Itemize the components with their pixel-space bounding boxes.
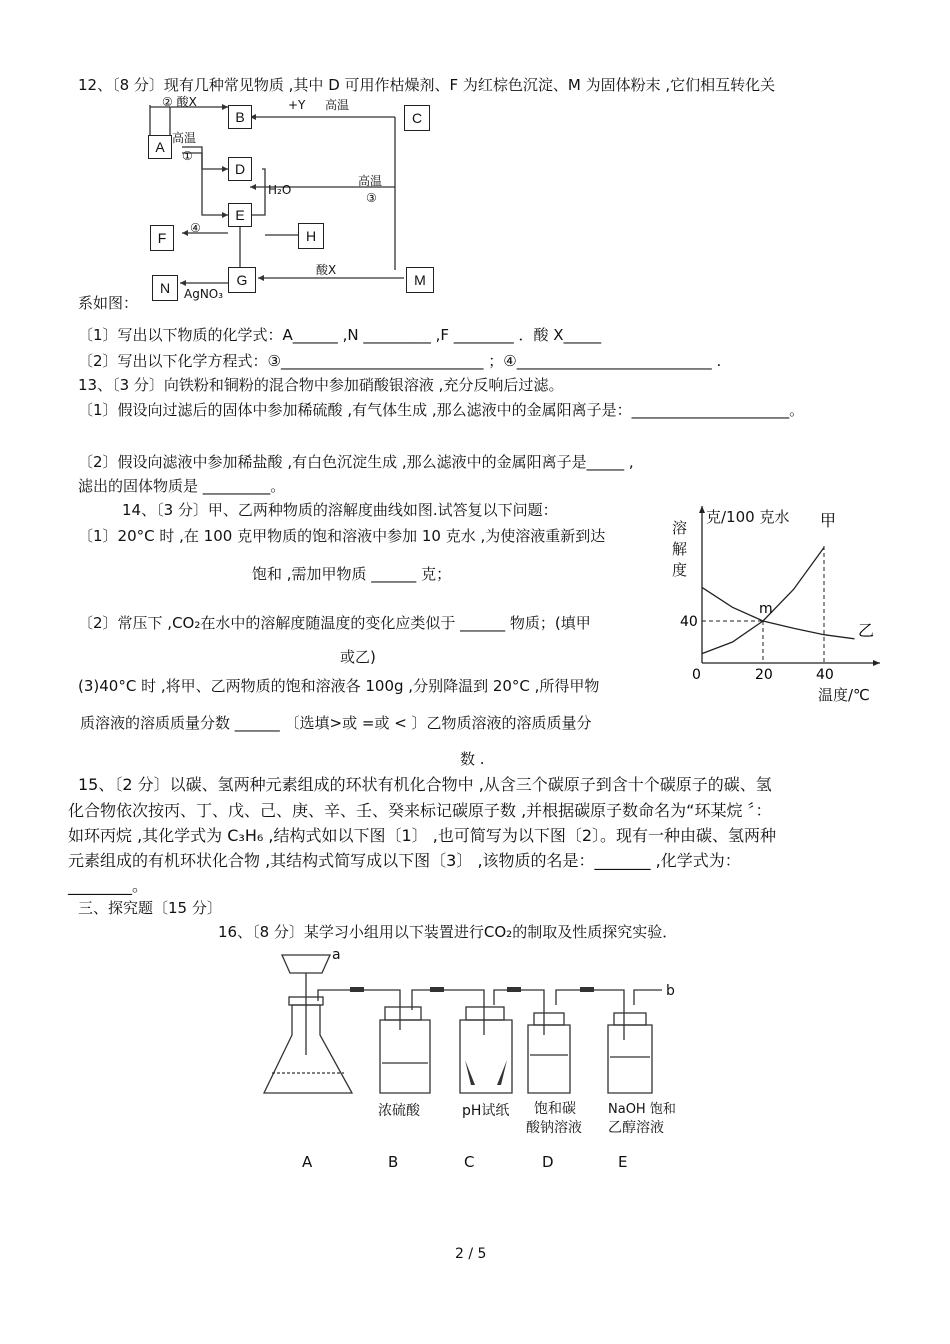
q13-sub1: 〔1〕假设向过滤后的固体中参加稀硫酸 ,有气体生成 ,那么滤液中的金属阳离子是：_____________________。 [78,401,805,419]
q13-sub2: 〔2〕假设向滤液中参加稀盐酸 ,有白色沉淀生成 ,那么滤液中的金属阳离子是_____ , [78,453,634,471]
series-line-2 [702,587,855,638]
node-c: C [404,105,430,131]
x-tick-40: 40 [816,667,834,683]
q12-stem-cont: 系如图： [78,294,139,312]
node-a: A [148,135,172,159]
label-acid-x-bottom: 酸X [316,263,337,277]
node-b: B [228,105,252,129]
label-circle-1: ① [182,149,193,163]
label-acid-x-top: ② 酸X [162,95,197,109]
label-agno3: AgNO₃ [184,287,224,301]
q14-sub1-cont: 饱和 ,需加甲物质 ______ 克； [252,565,452,583]
node-e: E [228,203,252,227]
reagent-e-line2: 乙醇溶液 [608,1120,664,1136]
q15-line-3: 如环丙烷 ,其化学式为 C₃H₆ ,结构式如以下图〔1〕 ,也可简写为以下图〔2〕。现有一种由碳、氢两种 [68,826,776,845]
label-a: a [332,947,341,963]
q12-sub1: 〔1〕写出以下物质的化学式：A______ ,N _________ ,F ________ ．酸 X_____ [78,326,602,344]
q13-sub2-cont: 滤出的固体物质是 _________。 [78,477,286,495]
q15-line-5: ________。 [68,876,149,895]
section-3-title: 三、探究题〔15 分〕 [78,899,222,917]
q12-sub2: 〔2〕写出以下化学方程式：③___________________________ ；④__________________________ . [78,352,722,370]
reagent-d-line2: 酸钠溶液 [526,1120,582,1136]
x-tick-0: 0 [692,667,701,683]
label-h2o: H₂O [268,183,292,197]
point-m-label: m [759,601,773,617]
letter-c: C [464,1153,475,1171]
q14-sub3-cont: 质溶液的溶质质量分数 ______ 〔选填>或 =或 < 〕乙物质溶液的溶质质量分 [80,714,592,732]
label-high-temp-top: 高温 [325,98,350,112]
q12-diagram [140,95,450,305]
node-g: G [228,267,256,293]
letter-b: B [388,1153,399,1171]
label-plus-y: +Y [288,98,306,112]
y-axis-label: 溶解度 [672,519,688,579]
q16-stem: 16、〔8 分〕某学习小组用以下装置进行CO₂的制取及性质探究实验． [218,923,678,941]
letter-a: A [302,1153,313,1171]
label-high-temp-right: 高温 [358,174,383,188]
y-tick-40: 40 [680,614,698,630]
node-h: H [298,223,324,249]
q14-stem: 14、〔3 分〕甲、乙两种物质的溶解度曲线如图.试答复以下问题： [122,501,558,519]
reagent-e-line1: NaOH 饱和 [608,1102,676,1117]
q15-line-2: 化合物依次按丙、丁、戊、己、庚、辛、壬、癸来标记碳原子数 ,并根据碳原子数命名为“环某烷 〞： [68,801,772,820]
label-b: b [666,983,675,999]
solubility-chart-svg [670,498,890,708]
q14-sub2: 〔2〕常压下 ,CO₂在水中的溶解度随温度的变化应类似于 ______ 物质；(填甲 [78,614,591,632]
series-label-2: 乙 [858,621,875,640]
q13-stem: 13、〔3 分〕向铁粉和铜粉的混合物中参加硝酸银溶液 ,充分反响后过滤。 [78,376,564,394]
q15-line-1: 15、〔2 分〕以碳、氢两种元素组成的环状有机化合物中 ,从含三个碳原子到含十个碳原子的碳、氢 [78,775,772,794]
reagent-b: 浓硫酸 [378,1103,420,1119]
x-tick-20: 20 [755,667,773,683]
x-axis-label: 温度/℃ [818,686,870,704]
q14-sub3-cont2: 数 . [460,750,485,768]
letter-d: D [542,1153,554,1171]
q12-stem: 12、〔8 分〕现有几种常见物质 ,其中 D 可用作枯燥剂、F 为红棕色沉淀、M 为固体粉末 ,它们相互转化关 [78,76,776,94]
node-m: M [406,267,434,293]
letter-e: E [618,1153,628,1171]
reagent-d-line1: 饱和碳 [534,1101,576,1117]
apparatus-svg [262,945,702,1180]
y-unit-label: 克/100 克水 [706,508,790,526]
label-circle-3: ③ [366,191,377,205]
reagent-c: pH试纸 [462,1103,510,1119]
node-d: D [228,157,252,181]
q14-sub2-cont: 或乙) [340,648,376,666]
series-label-1: 甲 [820,511,837,530]
q15-line-4: 元素组成的有机环状化合物 ,其结构式简写成以下图〔3〕 ,该物质的名是：_______ ,化学式为： [68,851,741,870]
solubility-chart [670,498,890,708]
node-f: F [150,225,174,251]
label-circle-4: ④ [190,221,201,235]
q14-sub3: (3)40°C 时 ,将甲、乙两物质的饱和溶液各 100g ,分别降温到 20°C ,所得甲物 [78,677,600,695]
q14-sub1: 〔1〕20°C 时 ,在 100 克甲物质的饱和溶液中参加 10 克水 ,为使溶液重新到达 [78,527,606,545]
page-number: 2 / 5 [455,1246,487,1262]
label-high-temp-left: 高温 [172,131,197,145]
apparatus-diagram [262,945,702,1180]
node-n: N [152,275,178,301]
